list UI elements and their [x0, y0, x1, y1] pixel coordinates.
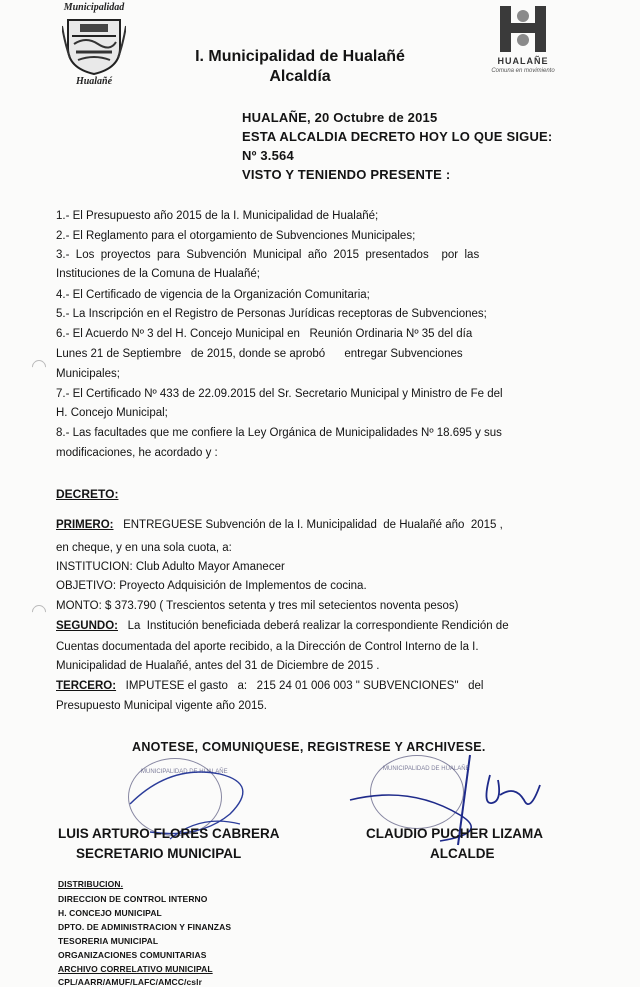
left-signatory-name: LUIS ARTURO FLORES CABRERA [58, 826, 280, 841]
hualane-logo [490, 4, 556, 84]
logo-slogan: Comuna en movimiento [491, 68, 555, 74]
considerando-line: 3.- Los proyectos para Subvención Municipal año 2015 presentados por las [56, 249, 480, 261]
left-stamp-text: MUNICIPALIDAD DE HUALAÑE [141, 769, 228, 775]
primero-line2: en cheque, y en una sola cuota, a: [56, 542, 232, 554]
segundo-text: La Institución beneficiada deberá realizar la correspondiente Rendición de [117, 620, 509, 632]
primero-label: PRIMERO: [56, 519, 114, 531]
organization-subtitle: Alcaldía [269, 68, 331, 85]
considerando-line: 7.- El Certificado Nº 433 de 22.09.2015 del Sr. Secretario Municipal y Ministro de Fe del [56, 388, 503, 400]
considerando-line: 6.- El Acuerdo Nº 3 del H. Concejo Municipal en Reunión Ordinaria Nº 35 del día [56, 328, 473, 340]
distribution-item: DIRECCION DE CONTROL INTERNO [58, 894, 208, 904]
municipal-crest [56, 2, 132, 90]
crest-shield-icon [62, 14, 126, 76]
tercero-line2: Presupuesto Municipal vigente año 2015. [56, 700, 267, 712]
hualane-h-logo-icon [490, 4, 556, 54]
distribution-heading: DISTRIBUCION. [58, 879, 124, 889]
objetivo-line: OBJETIVO: Proyecto Adquisición de Implementos de cocina. [56, 580, 367, 592]
distribution-item: ORGANIZACIONES COMUNITARIAS [58, 950, 207, 960]
distribution-item: DPTO. DE ADMINISTRACION Y FINANZAS [58, 922, 232, 932]
place-date: HUALAÑE, 20 Octubre de 2015 [242, 110, 438, 125]
considerando-line: 2.- El Reglamento para el otorgamiento de Subvenciones Municipales; [56, 230, 416, 242]
right-signatory-name: CLAUDIO PUCHER LIZAMA [366, 826, 543, 841]
decreto-heading: DECRETO: [56, 487, 119, 501]
distribution-item: CPL/AARR/AMUF/LAFC/AMCC/cslr [58, 977, 202, 987]
right-stamp-text: MUNICIPALIDAD DE HUALAÑE [383, 766, 470, 772]
segundo-label: SEGUNDO: [56, 620, 118, 632]
segundo-line [56, 620, 509, 632]
primero-line [56, 519, 503, 531]
considerando-line: Lunes 21 de Septiembre de 2015, donde se aprobó entregar Subvenciones [56, 348, 463, 360]
monto-line: MONTO: $ 373.790 ( Trescientos setenta y tres mil setecientos noventa pesos) [56, 600, 459, 612]
punch-hole-mark [29, 357, 49, 377]
distribution-item: TESORERIA MUNICIPAL [58, 936, 159, 946]
decree-number: Nº 3.564 [242, 148, 294, 163]
tercero-text: IMPUTESE el gasto a: 215 24 01 006 003 " SUBVENCIONES" del [116, 680, 484, 692]
segundo-line3: Municipalidad de Hualañé, antes del 31 de Diciembre de 2015 . [56, 660, 380, 672]
tercero-label: TERCERO: [56, 680, 117, 692]
closing-formula: ANOTESE, COMUNIQUESE, REGISTRESE Y ARCHIVESE. [132, 740, 486, 754]
decree-intro: ESTA ALCALDIA DECRETO HOY LO QUE SIGUE: [242, 129, 553, 144]
distribution-item: H. CONCEJO MUNICIPAL [58, 908, 162, 918]
crest-bottom-text: Hualañé [75, 76, 113, 87]
considerando-line: 8.- Las facultades que me confiere la Ley Orgánica de Municipalidades Nº 18.695 y sus [56, 427, 502, 439]
considerando-line: Municipales; [56, 368, 120, 380]
punch-hole-mark [29, 602, 49, 622]
institucion-line: INSTITUCION: Club Adulto Mayor Amanecer [56, 561, 285, 573]
segundo-line2: Cuentas documentada del aporte recibido, a la Dirección de Control Interno de la I. [56, 641, 479, 653]
crest-top-text: Municipalidad [63, 2, 125, 13]
organization-title: I. Municipalidad de Hualañé [195, 48, 405, 65]
considerando-line: 5.- La Inscripción en el Registro de Personas Jurídicas receptoras de Subvenciones; [56, 308, 487, 320]
considerando-line: 1.- El Presupuesto año 2015 de la I. Municipalidad de Hualañé; [56, 210, 379, 222]
logo-name: HUALAÑE [497, 56, 549, 66]
tercero-line [56, 680, 483, 692]
considerando-line: modificaciones, he acordado y : [56, 447, 218, 459]
left-signatory-title: SECRETARIO MUNICIPAL [76, 846, 242, 861]
considerando-line: Instituciones de la Comuna de Hualañé; [56, 268, 260, 280]
visto-heading: VISTO Y TENIENDO PRESENTE : [242, 167, 451, 182]
considerando-line: 4.- El Certificado de vigencia de la Organización Comunitaria; [56, 289, 370, 301]
considerando-line: H. Concejo Municipal; [56, 407, 168, 419]
distribution-item: ARCHIVO CORRELATIVO MUNICIPAL [58, 964, 213, 974]
right-signatory-title: ALCALDE [430, 846, 495, 861]
primero-text: ENTREGUESE Subvención de la I. Municipalidad de Hualañé año 2015 , [113, 519, 503, 531]
